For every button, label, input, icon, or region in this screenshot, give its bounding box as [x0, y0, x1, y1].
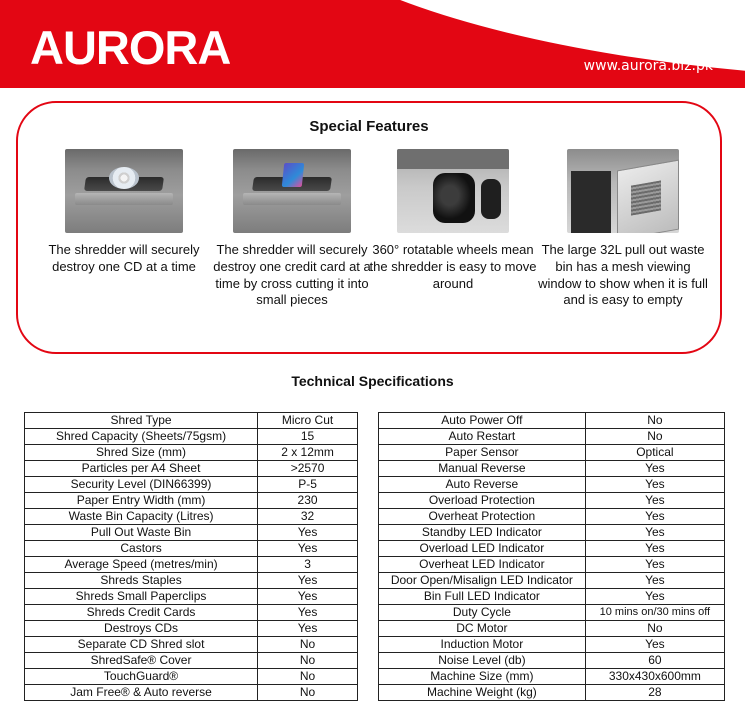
- spec-row: [379, 477, 725, 493]
- spec-value: Yes: [258, 573, 358, 589]
- spec-value: Micro Cut: [258, 413, 358, 429]
- spec-row: [25, 653, 358, 669]
- technical-specifications-title: Technical Specifications: [291, 373, 454, 389]
- spec-value: 28: [585, 685, 724, 701]
- spec-row: [25, 445, 358, 461]
- spec-label: Machine Size (mm): [379, 669, 586, 685]
- spec-label: Waste Bin Capacity (Litres): [25, 509, 258, 525]
- spec-label: Shred Capacity (Sheets/75gsm): [25, 429, 258, 445]
- spec-label: Security Level (DIN66399): [25, 477, 258, 493]
- spec-value: No: [585, 429, 724, 445]
- special-features-box: [16, 101, 722, 354]
- spec-row: [379, 429, 725, 445]
- spec-value: Yes: [258, 605, 358, 621]
- feature-waste-bin-text: The large 32L pull out waste bin has a mesh viewing window to show when it is full and is easy to empty: [538, 242, 708, 308]
- spec-label: Paper Sensor: [379, 445, 586, 461]
- spec-label: Overheat LED Indicator: [379, 557, 586, 573]
- spec-row: [25, 541, 358, 557]
- castor-wheels-image: [397, 149, 509, 233]
- spec-row: [379, 669, 725, 685]
- spec-table-right: [378, 412, 725, 701]
- spec-value: 2 x 12mm: [258, 445, 358, 461]
- spec-row: [25, 493, 358, 509]
- spec-row: [379, 413, 725, 429]
- feature-wheels-text: 360° rotatable wheels mean the shredder is easy to move around: [369, 242, 537, 291]
- spec-value: No: [258, 637, 358, 653]
- aurora-logo: AURORA: [30, 21, 231, 74]
- spec-row: [379, 685, 725, 701]
- spec-value: Yes: [585, 493, 724, 509]
- spec-value: 32: [258, 509, 358, 525]
- feature-wheels: [368, 149, 538, 292]
- spec-label: TouchGuard®: [25, 669, 258, 685]
- spec-value: Yes: [258, 525, 358, 541]
- pull-out-bin-image: [567, 149, 679, 233]
- spec-label: Manual Reverse: [379, 461, 586, 477]
- spec-label: Pull Out Waste Bin: [25, 525, 258, 541]
- spec-row: [379, 557, 725, 573]
- spec-row: [379, 509, 725, 525]
- spec-value: No: [585, 621, 724, 637]
- spec-row: [25, 413, 358, 429]
- spec-label: Duty Cycle: [379, 605, 586, 621]
- spec-label: Induction Motor: [379, 637, 586, 653]
- spec-row: [379, 637, 725, 653]
- spec-value: Yes: [585, 461, 724, 477]
- header-banner: [0, 0, 745, 88]
- spec-row: [379, 589, 725, 605]
- spec-value: 3: [258, 557, 358, 573]
- spec-value: P-5: [258, 477, 358, 493]
- spec-value: No: [258, 669, 358, 685]
- feature-cd: [39, 149, 209, 276]
- spec-label: Machine Weight (kg): [379, 685, 586, 701]
- feature-cd-text: The shredder will securely destroy one CD at a time: [48, 242, 200, 274]
- spec-row: [25, 637, 358, 653]
- spec-row: [25, 605, 358, 621]
- spec-value: Yes: [585, 557, 724, 573]
- spec-value: Optical: [585, 445, 724, 461]
- spec-value: 230: [258, 493, 358, 509]
- spec-value: Yes: [585, 477, 724, 493]
- spec-label: Overload LED Indicator: [379, 541, 586, 557]
- spec-row: [379, 461, 725, 477]
- spec-label: Shred Size (mm): [25, 445, 258, 461]
- spec-value: Yes: [585, 589, 724, 605]
- spec-row: [379, 573, 725, 589]
- spec-value: No: [585, 413, 724, 429]
- spec-value: Yes: [585, 509, 724, 525]
- spec-label: Shreds Small Paperclips: [25, 589, 258, 605]
- spec-value: 15: [258, 429, 358, 445]
- spec-value: 10 mins on/30 mins off: [585, 605, 724, 621]
- spec-label: Standby LED Indicator: [379, 525, 586, 541]
- spec-label: Castors: [25, 541, 258, 557]
- spec-label: Door Open/Misalign LED Indicator: [379, 573, 586, 589]
- spec-value: No: [258, 685, 358, 701]
- special-features-title: Special Features: [309, 118, 429, 135]
- spec-row: [25, 429, 358, 445]
- spec-label: Average Speed (metres/min): [25, 557, 258, 573]
- spec-row: [379, 525, 725, 541]
- spec-table-left: [24, 412, 358, 701]
- spec-value: 60: [585, 653, 724, 669]
- spec-value: No: [258, 653, 358, 669]
- spec-row: [379, 621, 725, 637]
- feature-waste-bin: [538, 149, 708, 309]
- spec-row: [25, 589, 358, 605]
- spec-label: Jam Free® & Auto reverse: [25, 685, 258, 701]
- spec-row: [379, 445, 725, 461]
- feature-credit-card-text: The shredder will securely destroy one credit card at a time by cross cutting it into small pieces: [213, 242, 371, 308]
- spec-row: [379, 541, 725, 557]
- spec-label: DC Motor: [379, 621, 586, 637]
- spec-row: [25, 557, 358, 573]
- spec-value: Yes: [585, 541, 724, 557]
- spec-row: [379, 493, 725, 509]
- spec-label: Overheat Protection: [379, 509, 586, 525]
- spec-value: Yes: [258, 621, 358, 637]
- spec-row: [25, 525, 358, 541]
- spec-label: Shreds Credit Cards: [25, 605, 258, 621]
- spec-label: Auto Reverse: [379, 477, 586, 493]
- spec-label: Overload Protection: [379, 493, 586, 509]
- feature-credit-card: [207, 149, 377, 309]
- spec-value: Yes: [585, 573, 724, 589]
- spec-label: Paper Entry Width (mm): [25, 493, 258, 509]
- spec-label: Auto Power Off: [379, 413, 586, 429]
- spec-value: Yes: [585, 525, 724, 541]
- cd-shredder-slot-image: [65, 149, 183, 233]
- spec-label: ShredSafe® Cover: [25, 653, 258, 669]
- spec-label: Destroys CDs: [25, 621, 258, 637]
- spec-value: 330x430x600mm: [585, 669, 724, 685]
- spec-row: [25, 461, 358, 477]
- spec-label: Shreds Staples: [25, 573, 258, 589]
- spec-value: Yes: [258, 589, 358, 605]
- spec-value: Yes: [585, 637, 724, 653]
- website-url: www.aurora.biz.pk: [583, 58, 713, 74]
- spec-label: Shred Type: [25, 413, 258, 429]
- spec-value: >2570: [258, 461, 358, 477]
- spec-row: [25, 573, 358, 589]
- credit-card-shredder-slot-image: [233, 149, 351, 233]
- spec-label: Bin Full LED Indicator: [379, 589, 586, 605]
- spec-row: [25, 509, 358, 525]
- spec-row: [25, 621, 358, 637]
- spec-label: Noise Level (db): [379, 653, 586, 669]
- spec-row: [25, 685, 358, 701]
- spec-label: Separate CD Shred slot: [25, 637, 258, 653]
- spec-label: Particles per A4 Sheet: [25, 461, 258, 477]
- spec-value: Yes: [258, 541, 358, 557]
- spec-row: [379, 605, 725, 621]
- spec-row: [379, 653, 725, 669]
- spec-label: Auto Restart: [379, 429, 586, 445]
- spec-row: [25, 477, 358, 493]
- spec-row: [25, 669, 358, 685]
